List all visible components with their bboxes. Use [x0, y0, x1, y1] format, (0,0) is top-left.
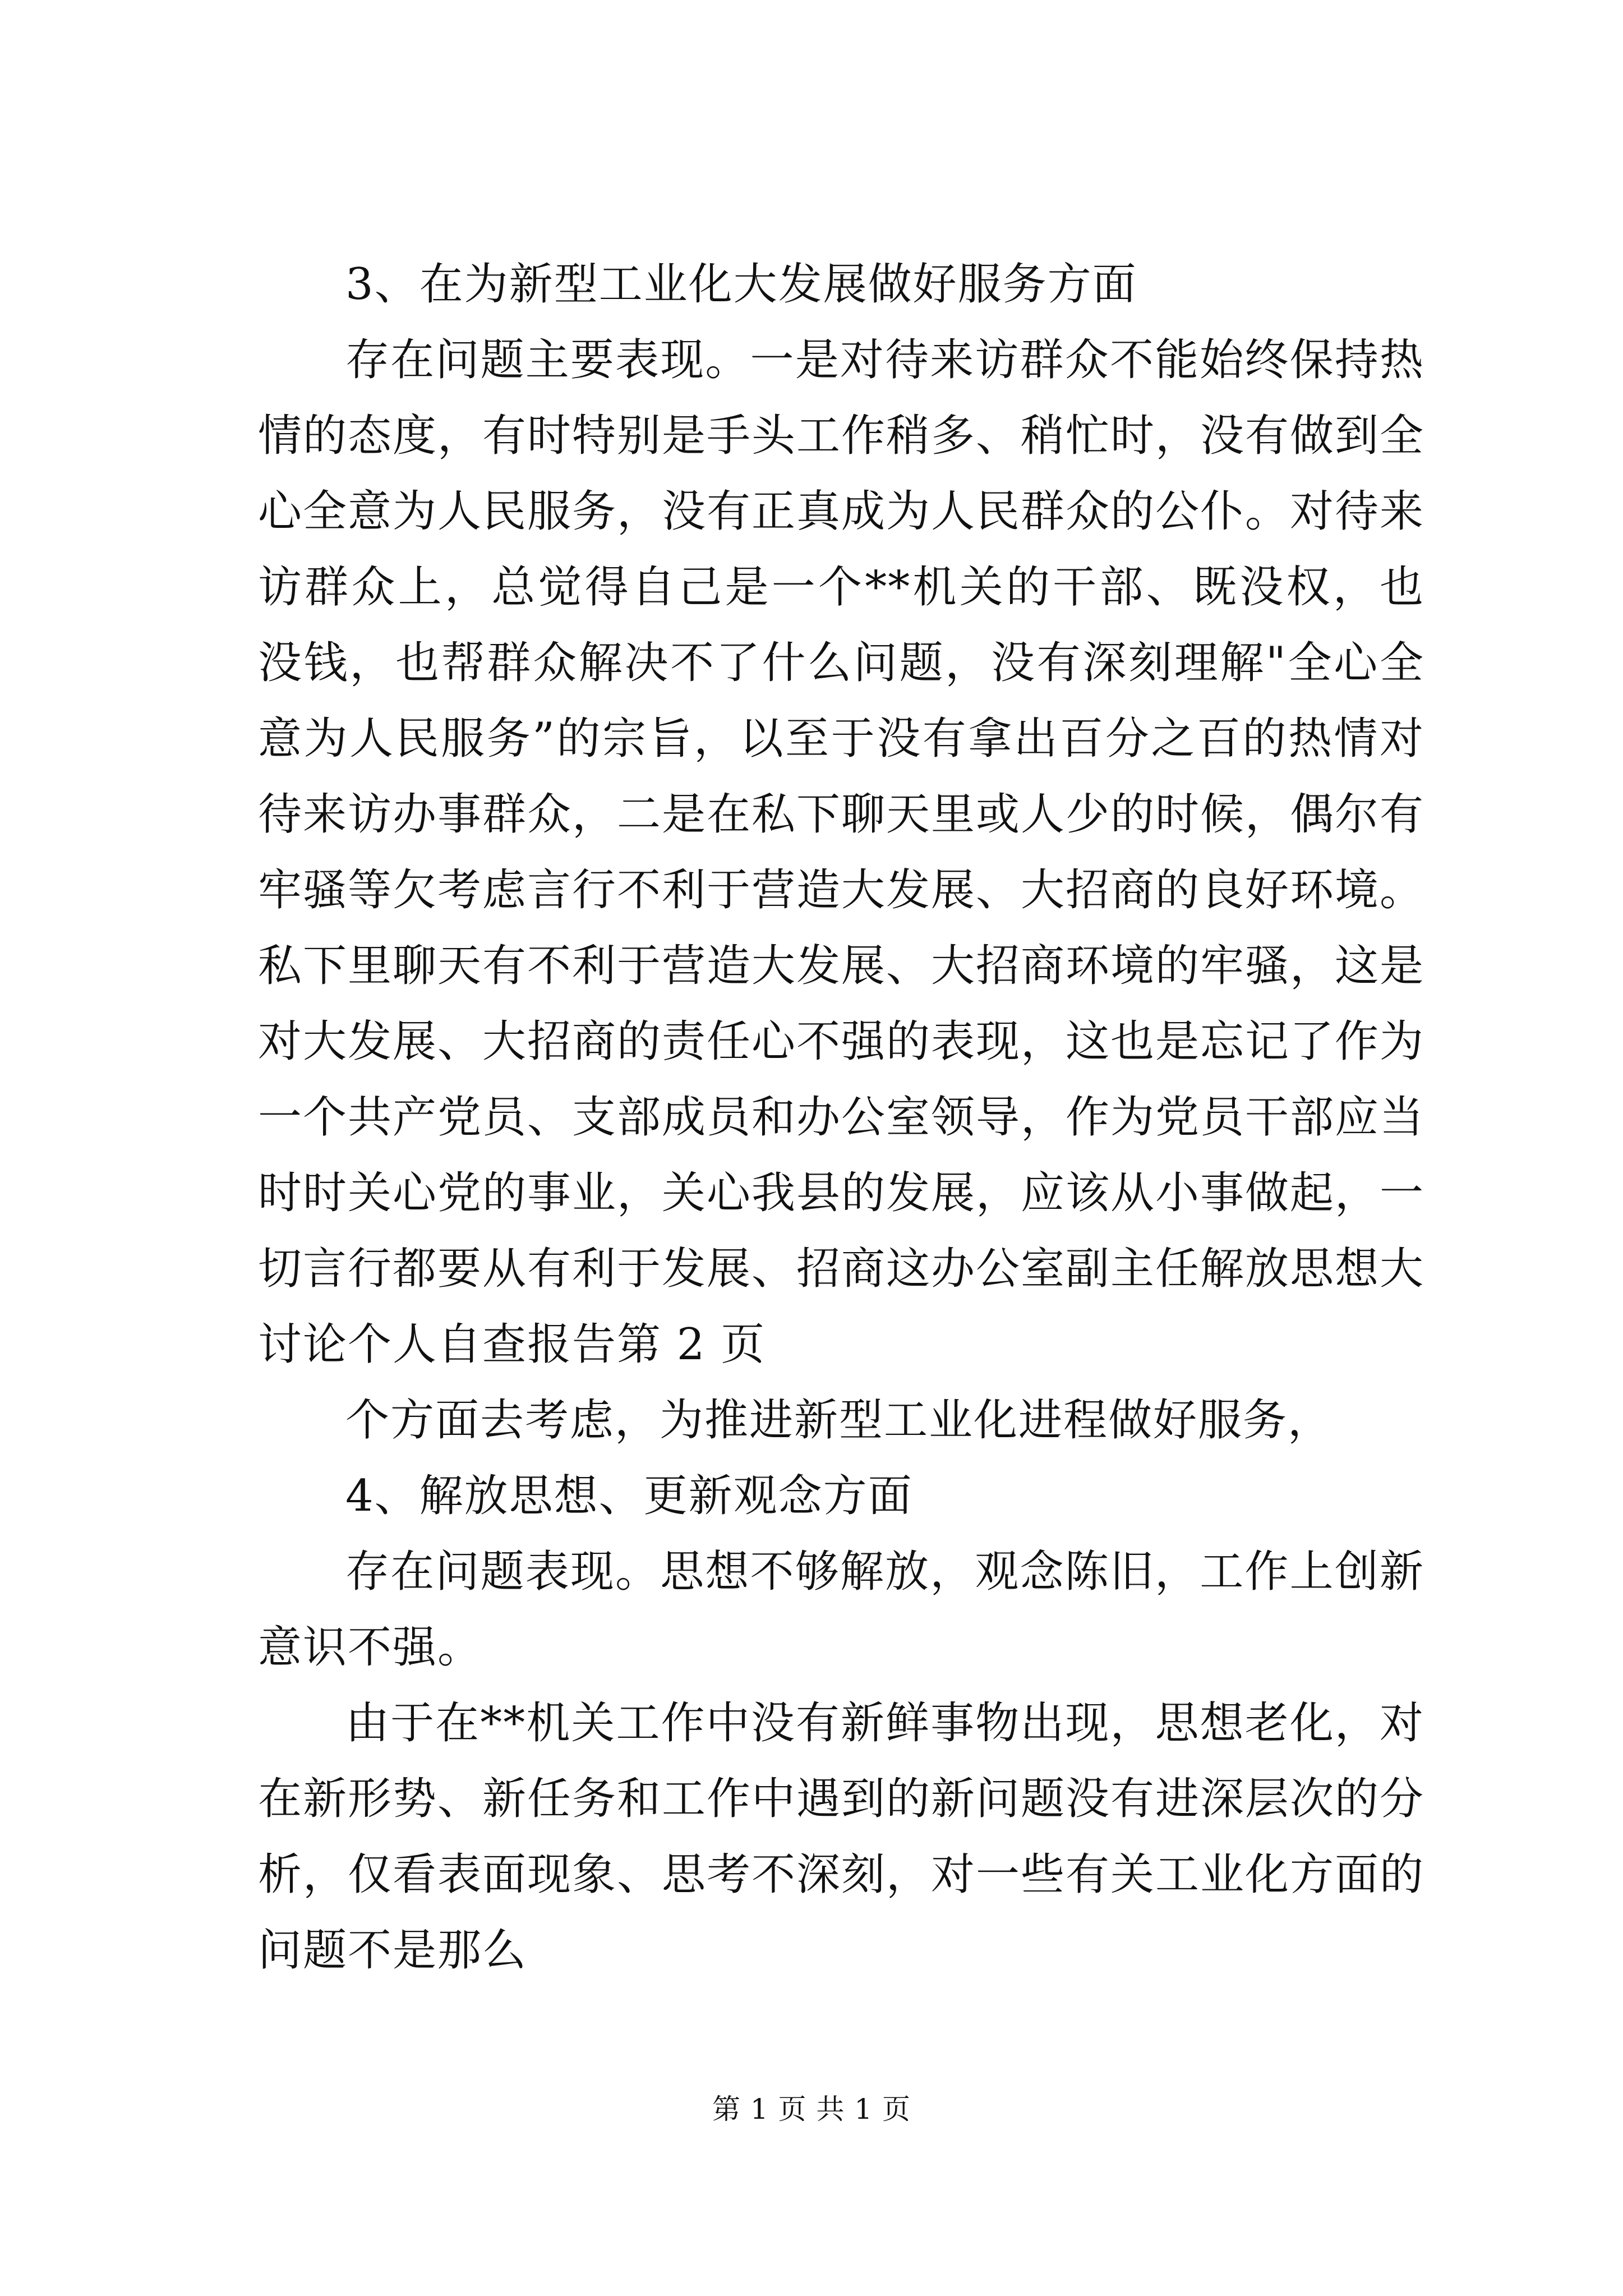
cause-analysis-paragraph: 由于在**机关工作中没有新鲜事物出现，思想老化，对在新形势、新任务和工作中遇到的新问题没有进深层次的分析，仅看表面现象、思考不深刻，对一些有关工业化方面的问题不是那么 — [258, 1698, 1425, 1976]
problem-summary-paragraph: 存在问题表现。思想不够解放，观念陈旧，工作上创新意识不强。 — [258, 1547, 1424, 1673]
section-heading-3: 3、在为新型工业化大发展做好服务方面 — [345, 259, 1137, 310]
continuation-paragraph: 个方面去考虑，为推进新型工业化进程做好服务， — [345, 1395, 1333, 1446]
problem-description-paragraph: 存在问题主要表现。一是对待来访群众不能始终保持热情的态度，有时特别是手头工作稍多、稍忙时，没有做到全心全意为人民服务，没有正真成为人民群众的公仆。对待来访群众上，总觉得自己是一个**机关的干部、既没权，也没钱，也帮群众解决不了什么问题，没有深刻理解"全心全意为人民服务”的宗旨，以至于没有拿出百分之百的热情对待来访办事群众，二是在私下聊天里或人少的时候，偶尔有牢骚等欠考虑言行不利于营造大发展、大招商的良好环境。私下里聊天有不利于营造大发展、大招商环境的牢骚，这是对大发展、大招商的责任心不强的表现，这也是忘记了作为一个共产党员、支部成员和办公室领导，作为党员干部应当时时关心党的事业，关心我县的发展，应该从小事做起，一切言行都要从有利于发展、招商这办公室副主任解放思想大讨论个人自查报告第 2 页 — [258, 335, 1425, 1370]
section-heading-4: 4、解放思想、更新观念方面 — [345, 1471, 913, 1521]
document-body — [258, 247, 1424, 1989]
page-footer: 第 1 页 共 1 页 — [712, 2093, 911, 2125]
